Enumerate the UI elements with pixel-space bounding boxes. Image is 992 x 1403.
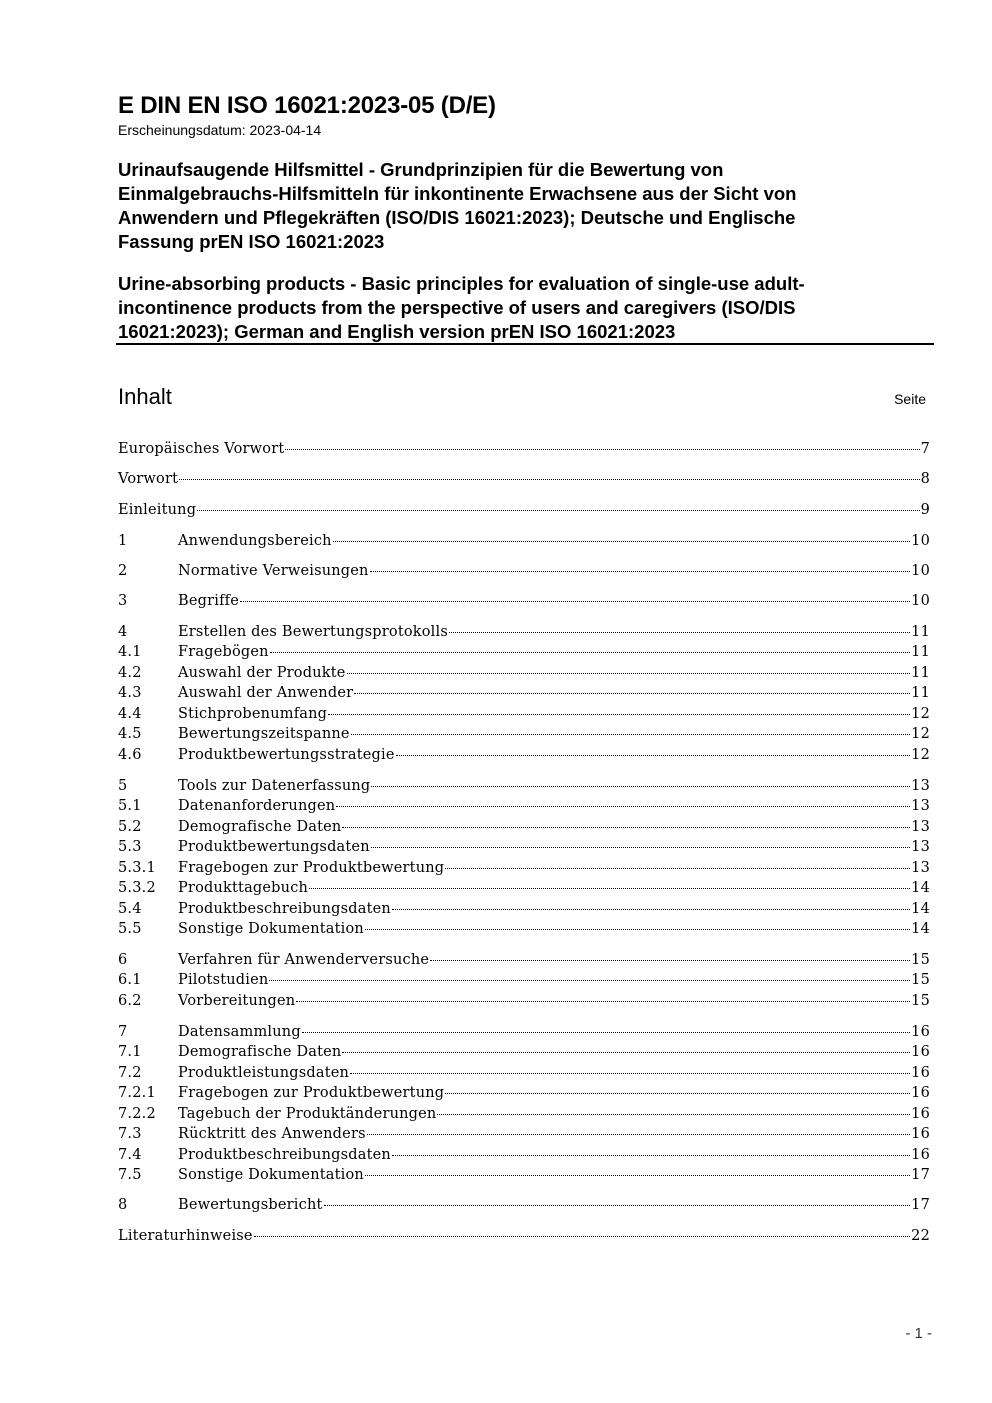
english-title-line: 16021:2023); German and English version prEN ISO 16021:2023 bbox=[118, 321, 676, 342]
toc-dot-leader bbox=[309, 888, 910, 889]
toc-entry-label: Produktbewertungsdaten bbox=[178, 839, 370, 855]
toc-dot-leader bbox=[437, 1114, 910, 1115]
toc-entry-number: 4.3 bbox=[118, 685, 142, 701]
toc-dot-leader bbox=[240, 601, 910, 602]
german-title-line: Fassung prEN ISO 16021:2023 bbox=[118, 231, 385, 252]
toc-entry[interactable] bbox=[118, 778, 930, 798]
toc-entry-label: Erstellen des Bewertungsprotokolls bbox=[178, 624, 449, 640]
toc-dot-leader bbox=[430, 960, 910, 961]
toc-dot-leader bbox=[354, 693, 910, 694]
toc-entry-label: Tagebuch der Produktänderungen bbox=[178, 1106, 437, 1122]
toc-entry-number: 4.1 bbox=[118, 644, 142, 660]
toc-entry-page: 11 bbox=[911, 644, 930, 660]
toc-entry[interactable] bbox=[118, 839, 930, 859]
toc-entry[interactable] bbox=[118, 471, 930, 491]
toc-entry-label: Vorwort bbox=[118, 471, 179, 487]
toc-entry[interactable] bbox=[118, 593, 930, 613]
toc-entry-label: Auswahl der Anwender bbox=[178, 685, 354, 701]
toc-entry-page: 12 bbox=[911, 706, 930, 722]
toc-entry[interactable] bbox=[118, 1065, 930, 1085]
toc-entry-label: Datenanforderungen bbox=[178, 798, 336, 814]
toc-entry-label: Demografische Daten bbox=[178, 819, 342, 835]
toc-entry-number: 7 bbox=[118, 1024, 128, 1040]
toc-entry-label: Produktbewertungsstrategie bbox=[178, 747, 395, 763]
toc-entry-label: Fragebogen zur Produktbewertung bbox=[178, 860, 445, 876]
toc-entry-page: 22 bbox=[911, 1228, 930, 1244]
toc-entry[interactable] bbox=[118, 563, 930, 583]
toc-dot-leader bbox=[445, 868, 910, 869]
toc-heading: Inhalt bbox=[118, 384, 172, 409]
toc-dot-leader bbox=[365, 929, 910, 930]
english-title-line: incontinence products from the perspective of users and caregivers (ISO/DIS bbox=[118, 297, 796, 318]
toc-entry[interactable] bbox=[118, 1126, 930, 1146]
toc-entry-label: Vorbereitungen bbox=[178, 993, 296, 1009]
toc-entry-number: 4.4 bbox=[118, 706, 142, 722]
toc-entry[interactable] bbox=[118, 1085, 930, 1105]
toc-entry[interactable] bbox=[118, 819, 930, 839]
toc-entry-label: Literaturhinweise bbox=[118, 1228, 253, 1244]
toc-dot-leader bbox=[396, 755, 911, 756]
toc-entry-page: 10 bbox=[911, 593, 930, 609]
toc-entry-number: 4.6 bbox=[118, 747, 142, 763]
toc-entry[interactable] bbox=[118, 644, 930, 664]
toc-entry-label: Europäisches Vorwort bbox=[118, 441, 285, 457]
toc-entry-number: 5.2 bbox=[118, 819, 142, 835]
toc-entry-number: 4 bbox=[118, 624, 128, 640]
toc-entry-number: 4.5 bbox=[118, 726, 142, 742]
toc-entry-page: 14 bbox=[911, 880, 930, 896]
toc-entry-label: Sonstige Dokumentation bbox=[178, 921, 364, 937]
toc-dot-leader bbox=[342, 1052, 910, 1053]
toc-entry[interactable] bbox=[118, 921, 930, 941]
toc-entry-number: 5.3 bbox=[118, 839, 142, 855]
toc-dot-leader bbox=[254, 1236, 910, 1237]
toc-dot-leader bbox=[342, 827, 910, 828]
toc-dot-leader bbox=[347, 673, 911, 674]
toc-entry[interactable] bbox=[118, 880, 930, 900]
publication-date: Erscheinungsdatum: 2023-04-14 bbox=[118, 122, 322, 138]
toc-dot-leader bbox=[370, 571, 911, 572]
toc-entry-page: 16 bbox=[911, 1044, 930, 1060]
toc-dot-leader bbox=[371, 786, 910, 787]
toc-entry[interactable] bbox=[118, 624, 930, 644]
toc-dot-leader bbox=[296, 1001, 910, 1002]
header-divider bbox=[116, 343, 934, 345]
toc-entry[interactable] bbox=[118, 993, 930, 1013]
toc-entry-label: Normative Verweisungen bbox=[178, 563, 369, 579]
toc-entry-page: 13 bbox=[911, 839, 930, 855]
english-title bbox=[118, 272, 918, 344]
toc-entry-page: 12 bbox=[911, 726, 930, 742]
toc-entry-label: Demografische Daten bbox=[178, 1044, 342, 1060]
toc-entry-label: Stichprobenumfang bbox=[178, 706, 328, 722]
toc-entry-number: 7.4 bbox=[118, 1147, 142, 1163]
toc-entry-page: 10 bbox=[911, 533, 930, 549]
toc-entry-page: 15 bbox=[911, 993, 930, 1009]
toc-entry[interactable] bbox=[118, 1147, 930, 1167]
toc-dot-leader bbox=[365, 1175, 910, 1176]
toc-entry-page: 15 bbox=[911, 972, 930, 988]
toc-entry-label: Pilotstudien bbox=[178, 972, 269, 988]
toc-entry-label: Produkttagebuch bbox=[178, 880, 309, 896]
toc-entry-number: 5.3.2 bbox=[118, 880, 156, 896]
toc-entry-page: 8 bbox=[920, 471, 930, 487]
toc-entry-page: 16 bbox=[911, 1126, 930, 1142]
toc-dot-leader bbox=[351, 734, 910, 735]
toc-dot-leader bbox=[269, 980, 910, 981]
toc-entry[interactable] bbox=[118, 1044, 930, 1064]
toc-entry-number: 7.3 bbox=[118, 1126, 142, 1142]
toc-entry[interactable] bbox=[118, 726, 930, 746]
toc-entry-label: Begriffe bbox=[178, 593, 240, 609]
toc-dot-leader bbox=[324, 1205, 911, 1206]
toc-entry-page: 13 bbox=[911, 860, 930, 876]
toc-entry-page: 14 bbox=[911, 901, 930, 917]
toc-entry-number: 4.2 bbox=[118, 665, 142, 681]
toc-entry-number: 2 bbox=[118, 563, 128, 579]
toc-entry[interactable] bbox=[118, 685, 930, 705]
toc-entry-label: Auswahl der Produkte bbox=[178, 665, 346, 681]
toc-entry-label: Produktbeschreibungsdaten bbox=[178, 1147, 391, 1163]
toc-entry[interactable] bbox=[118, 747, 930, 767]
toc-entry-page: 11 bbox=[911, 624, 930, 640]
toc-dot-leader bbox=[302, 1032, 910, 1033]
toc-entry-page: 16 bbox=[911, 1106, 930, 1122]
toc-entry-label: Bewertungszeitspanne bbox=[178, 726, 350, 742]
toc-entry-label: Tools zur Datenerfassung bbox=[178, 778, 371, 794]
toc-entry-number: 6 bbox=[118, 952, 128, 968]
toc-entry[interactable] bbox=[118, 1024, 930, 1044]
toc-entry[interactable] bbox=[118, 441, 930, 461]
toc-entry-number: 7.2.1 bbox=[118, 1085, 156, 1101]
toc-entry-label: Rücktritt des Anwenders bbox=[178, 1126, 366, 1142]
toc-entry-page: 16 bbox=[911, 1085, 930, 1101]
toc-entry-number: 5.4 bbox=[118, 901, 142, 917]
german-title-line: Einmalgebrauchs-Hilfsmitteln für inkontinente Erwachsene aus der Sicht von bbox=[118, 183, 797, 204]
toc-entry[interactable] bbox=[118, 860, 930, 880]
toc-entry-page: 16 bbox=[911, 1147, 930, 1163]
toc-dot-leader bbox=[371, 847, 910, 848]
toc-dot-leader bbox=[179, 479, 919, 480]
toc-entry-page: 17 bbox=[911, 1167, 930, 1183]
toc-entry-number: 8 bbox=[118, 1197, 128, 1213]
toc-dot-leader bbox=[392, 909, 910, 910]
toc-entry[interactable] bbox=[118, 952, 930, 972]
page-column-label: Seite bbox=[894, 391, 926, 407]
toc-dot-leader bbox=[449, 632, 910, 633]
toc-entry-number: 7.2.2 bbox=[118, 1106, 156, 1122]
toc-dot-leader bbox=[445, 1093, 910, 1094]
toc-entry-label: Produktbeschreibungsdaten bbox=[178, 901, 391, 917]
toc-entry[interactable] bbox=[118, 502, 930, 522]
toc-entry-label: Anwendungsbereich bbox=[178, 533, 332, 549]
toc-entry-label: Einleitung bbox=[118, 502, 197, 518]
toc-entry[interactable] bbox=[118, 665, 930, 685]
toc-entry-number: 7.1 bbox=[118, 1044, 142, 1060]
toc-entry-label: Fragebögen bbox=[178, 644, 269, 660]
german-title-line: Urinaufsaugende Hilfsmittel - Grundprinzipien für die Bewertung von bbox=[118, 159, 724, 180]
toc-entry-label: Fragebogen zur Produktbewertung bbox=[178, 1085, 445, 1101]
toc-entry-number: 5.5 bbox=[118, 921, 142, 937]
toc-entry[interactable] bbox=[118, 1197, 930, 1217]
toc-entry-label: Produktleistungsdaten bbox=[178, 1065, 350, 1081]
toc-entry[interactable] bbox=[118, 706, 930, 726]
toc-entry[interactable] bbox=[118, 1228, 930, 1248]
toc-entry-page: 15 bbox=[911, 952, 930, 968]
toc-entry-page: 11 bbox=[911, 665, 930, 681]
toc-dot-leader bbox=[350, 1073, 910, 1074]
english-title-line: Urine-absorbing products - Basic principles for evaluation of single-use adult- bbox=[118, 273, 805, 294]
toc-entry[interactable] bbox=[118, 1167, 930, 1187]
toc-entry-page: 12 bbox=[911, 747, 930, 763]
toc-dot-leader bbox=[336, 806, 910, 807]
toc-entry-number: 5 bbox=[118, 778, 128, 794]
toc-entry-number: 6.1 bbox=[118, 972, 142, 988]
toc-entry-number: 7.5 bbox=[118, 1167, 142, 1183]
toc-entry-number: 3 bbox=[118, 593, 128, 609]
toc-entry[interactable] bbox=[118, 798, 930, 818]
page-number: - 1 - bbox=[905, 1325, 932, 1342]
toc-entry-number: 6.2 bbox=[118, 993, 142, 1009]
toc-entry[interactable] bbox=[118, 1106, 930, 1126]
toc-entry-page: 14 bbox=[911, 921, 930, 937]
toc-entry-page: 11 bbox=[911, 685, 930, 701]
toc-entry-page: 16 bbox=[911, 1024, 930, 1040]
toc-entry-label: Datensammlung bbox=[178, 1024, 301, 1040]
toc-entry-label: Bewertungsbericht bbox=[178, 1197, 323, 1213]
toc-entry[interactable] bbox=[118, 972, 930, 992]
toc-dot-leader bbox=[270, 652, 910, 653]
german-title-line: Anwendern und Pflegekräften (ISO/DIS 16021:2023); Deutsche und Englische bbox=[118, 207, 796, 228]
german-title bbox=[118, 158, 918, 254]
toc-entry-page: 9 bbox=[920, 502, 930, 518]
toc-entry-number: 7.2 bbox=[118, 1065, 142, 1081]
toc-entry-page: 13 bbox=[911, 819, 930, 835]
toc-entry-page: 10 bbox=[911, 563, 930, 579]
toc-dot-leader bbox=[197, 510, 919, 511]
toc-entry-page: 13 bbox=[911, 778, 930, 794]
toc-entry[interactable] bbox=[118, 901, 930, 921]
toc-entry-number: 5.3.1 bbox=[118, 860, 156, 876]
toc-dot-leader bbox=[333, 541, 910, 542]
toc-entry-number: 5.1 bbox=[118, 798, 142, 814]
toc-entry-page: 13 bbox=[911, 798, 930, 814]
toc-entry-page: 7 bbox=[920, 441, 930, 457]
toc-dot-leader bbox=[367, 1134, 910, 1135]
toc-entry-label: Sonstige Dokumentation bbox=[178, 1167, 364, 1183]
toc-entry-number: 1 bbox=[118, 533, 128, 549]
toc-dot-leader bbox=[328, 714, 910, 715]
toc-entry-label: Verfahren für Anwenderversuche bbox=[178, 952, 430, 968]
toc-dot-leader bbox=[285, 449, 919, 450]
document-id: E DIN EN ISO 16021:2023-05 (D/E) bbox=[118, 92, 496, 119]
toc-dot-leader bbox=[392, 1155, 910, 1156]
toc-entry[interactable] bbox=[118, 533, 930, 553]
toc-entry-page: 16 bbox=[911, 1065, 930, 1081]
toc-entry-page: 17 bbox=[911, 1197, 930, 1213]
